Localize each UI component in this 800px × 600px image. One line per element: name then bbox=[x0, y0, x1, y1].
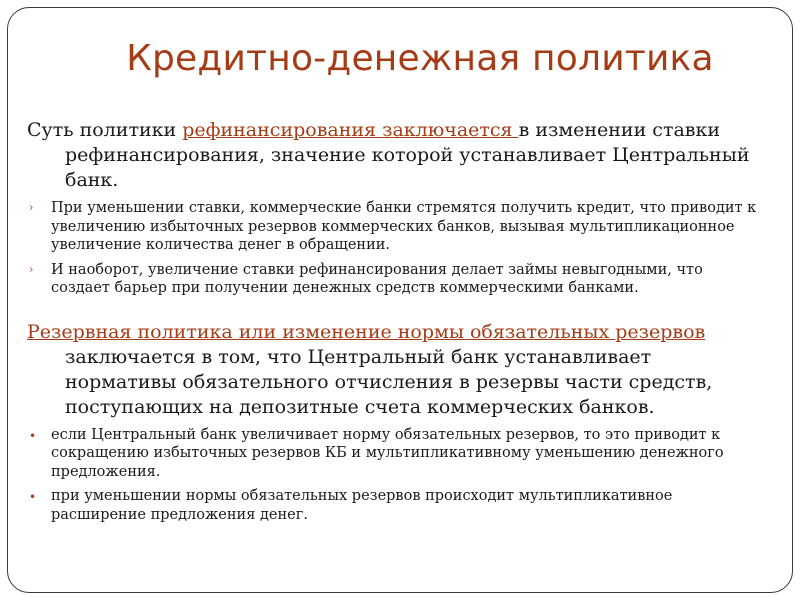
chevron-bullet-icon: › bbox=[29, 262, 34, 276]
dot-bullet-icon: • bbox=[29, 428, 37, 443]
bullet-text: При уменьшении ставки, коммерческие банки стремятся получить кредит, что приводит к увеличению избыточных резервов коммерческих банков, вызывая мультипликационное увеличение количества денег в обращении. bbox=[51, 200, 757, 253]
section1-bullets bbox=[27, 199, 762, 298]
list-item bbox=[27, 199, 762, 255]
reserve-policy-link[interactable]: Резервная политика или изменение нормы обязательных резервов bbox=[27, 320, 706, 343]
bullet-text: если Центральный банк увеличивает норму обязательных резервов, то это приводит к сокращению избыточных резервов КБ и мультипликативному уменьшению денежного предложения. bbox=[51, 426, 724, 480]
section1-prefix: Суть политики bbox=[27, 119, 183, 141]
bullet-text: И наоборот, увеличение ставки рефинансирования делает займы невыгодными, что создает барьер при получении денежных средств коммерческими банками. bbox=[51, 261, 703, 296]
section1-suffix: в изменении ставки рефинансирования, значение которой устанавливает Центральный банк. bbox=[65, 119, 750, 191]
slide-title: Кредитно-денежная политика bbox=[126, 38, 714, 79]
refinancing-link[interactable]: рефинансирования заключается bbox=[182, 119, 519, 141]
slide-content bbox=[27, 118, 762, 530]
section2-suffix: заключается в том, что Центральный банк устанавливает нормативы обязательного отчисления в резервы части средств, поступающих на депозитные счета коммерческих банков. bbox=[65, 345, 713, 418]
section2-paragraph bbox=[27, 320, 762, 420]
section2-bullets bbox=[27, 426, 762, 525]
chevron-bullet-icon: › bbox=[29, 201, 34, 214]
section1-paragraph bbox=[27, 118, 762, 193]
list-item bbox=[27, 261, 762, 298]
list-item bbox=[27, 487, 762, 524]
bullet-text: при уменьшении нормы обязательных резервов происходит мультипликативное расширение предложения денег. bbox=[51, 488, 673, 523]
dot-bullet-icon: • bbox=[29, 490, 37, 504]
list-item bbox=[27, 426, 762, 482]
